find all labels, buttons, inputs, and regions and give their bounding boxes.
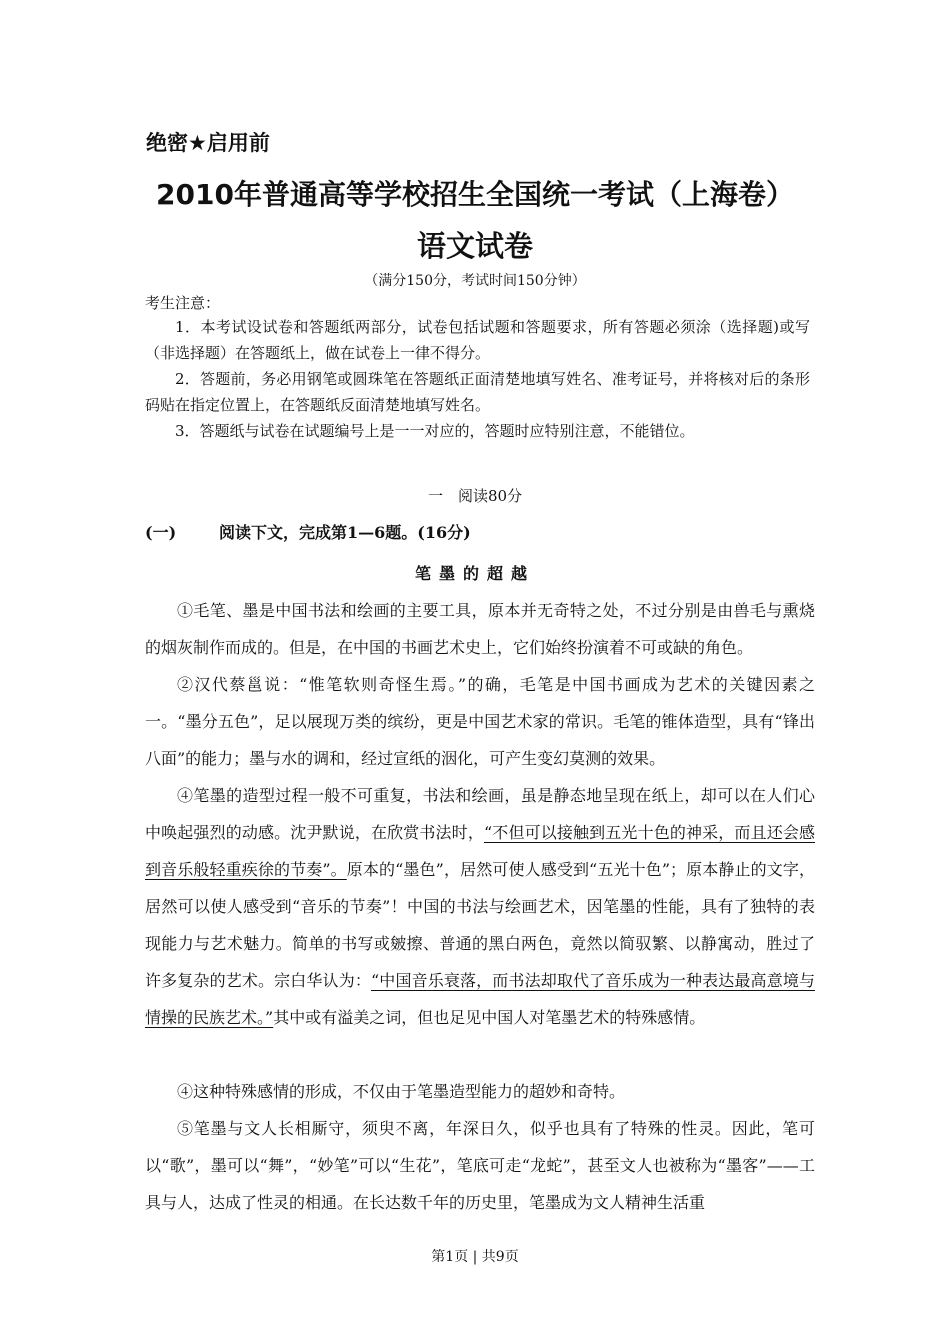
essay-paragraph-5: ⑤笔墨与文人长相厮守，须臾不离，年深日久，似乎也具有了特殊的性灵。因此，笔可以“歌”，墨可以“舞”，“妙笔”可以“生花”，笔底可走“龙蛇”，甚至文人也被称为“墨客”——工具与人，达成了性灵的相通。在长达数千年的历史里，笔墨成为文人精神生活重 (145, 1119, 815, 1212)
section-heading: 一 阅读80分 (427, 487, 523, 505)
underlined-quote-1: “不但可以接触到五光十色的神采，而且还会感到音乐般轻重疾徐的节奏”。 (145, 823, 815, 879)
notice-heading: 考生注意： (145, 294, 221, 312)
paragraph-text: ④笔墨的造型过程一般不可重复，书法和绘画，虽是静态地呈现在纸上，却可以在人们心中唤起强烈的动感。沈尹默说，在欣赏书法时， (145, 786, 815, 842)
part-number: (一) (145, 523, 177, 542)
essay-paragraph-3 (145, 777, 815, 1036)
score-time-note: （满分150分，考试时间150分钟） (364, 273, 586, 289)
essay-paragraph-1: ①毛笔、墨是中国书法和绘画的主要工具，原本并无奇特之处，不过分别是由兽毛与熏烧的烟灰制作而成的。但是，在中国的书画艺术史上，它们始终扮演着不可或缺的角色。 (145, 601, 815, 657)
part-instruction: 阅读下文，完成第1—6题。(16分) (219, 523, 471, 542)
part-heading (145, 520, 471, 543)
secret-label: 绝密★启用前 (146, 131, 270, 155)
essay-paragraph-2: ②汉代蔡邕说：“惟笔软则奇怪生焉。”的确，毛笔是中国书画成为艺术的关键因素之一。“墨分五色”，足以展现万类的缤纷，更是中国艺术家的常识。毛笔的锥体造型，具有“锋出八面”的能力；墨与水的调和，经过宣纸的洇化，可产生变幻莫测的效果。 (145, 675, 815, 768)
essay-title: 笔墨的超越 (414, 564, 535, 583)
notice-item-3: 3．答题纸与试卷在试题编号上是一一对应的，答题时应特别注意，不能错位。 (175, 422, 695, 440)
exam-title: 2010年普通高等学校招生全国统一考试（上海卷） (156, 178, 794, 211)
underlined-quote-2: “中国音乐衰落，而书法却取代了音乐成为一种表达最高意境与情操的民族艺术。” (145, 971, 815, 1027)
subject-title: 语文试卷 (416, 229, 533, 263)
notice-item-2: 2．答题前，务必用钢笔或圆珠笔在答题纸正面清楚地填写姓名、准考证号，并将核对后的条形码贴在指定位置上，在答题纸反面清楚地填写姓名。 (145, 370, 810, 414)
paragraph-text: 原本的“墨色”，居然可使人感受到“五光十色”；原本静止的文字，居然可以使人感受到“音乐的节奏”！中国的书法与绘画艺术，因笔墨的性能，具有了独特的表现能力与艺术魅力。简单的书写或皴擦、普通的黑白两色，竟然以简驭繁、以静寓动，胜过了许多复杂的艺术。宗白华认为： (145, 860, 815, 990)
essay-paragraph-4: ④这种特殊感情的形成，不仅由于笔墨造型能力的超妙和奇特。 (177, 1082, 626, 1101)
page-footer: 第1页 | 共9页 (431, 1249, 519, 1265)
paragraph-text: 其中或有溢美之词，但也足见中国人对笔墨艺术的特殊感情。 (273, 1008, 706, 1027)
notice-item-1: 1．本考试设试卷和答题纸两部分，试卷包括试题和答题要求，所有答题必须涂（选择题)或写（非选择题）在答题纸上，做在试卷上一律不得分。 (145, 318, 810, 362)
